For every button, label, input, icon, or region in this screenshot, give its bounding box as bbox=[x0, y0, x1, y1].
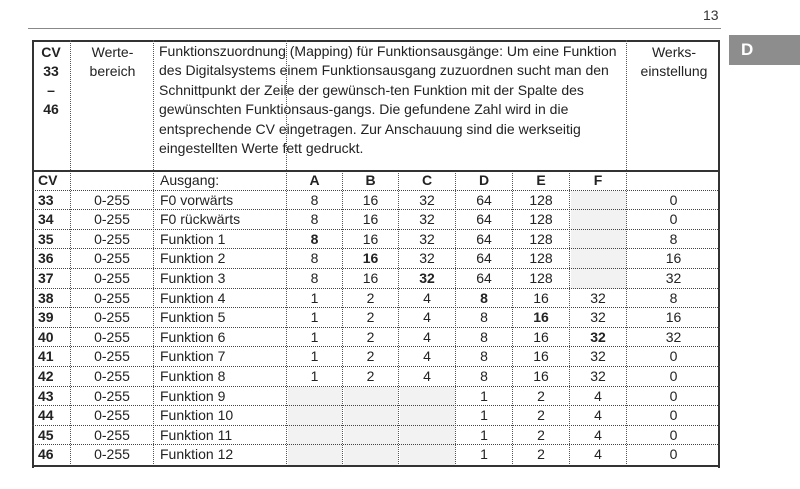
row-function: Funktion 8 bbox=[160, 367, 226, 384]
row-default: 16 bbox=[665, 250, 682, 267]
row-output-value: 32 bbox=[590, 348, 606, 365]
row-default: 0 bbox=[669, 446, 678, 463]
output-header-f: F bbox=[593, 172, 603, 188]
row-range: 0-255 bbox=[94, 348, 130, 365]
row-output-value: 8 bbox=[310, 250, 319, 267]
row-cv: 41 bbox=[38, 348, 54, 365]
output-header-e: E bbox=[536, 172, 546, 188]
row-output-value: 4 bbox=[423, 348, 431, 365]
row-output-value: 128 bbox=[529, 250, 553, 267]
row-output-value: 8 bbox=[310, 269, 319, 286]
row-default: 0 bbox=[669, 387, 678, 404]
output-header-b: B bbox=[365, 172, 376, 188]
row-function: Funktion 1 bbox=[160, 230, 226, 247]
row-output-value: 1 bbox=[310, 348, 319, 365]
row-output-value: 16 bbox=[533, 309, 549, 326]
row-default: 8 bbox=[669, 230, 678, 247]
row-range: 0-255 bbox=[94, 309, 130, 326]
row-output-value: 1 bbox=[310, 328, 319, 345]
row-output-value: 64 bbox=[476, 230, 492, 247]
row-default: 0 bbox=[669, 407, 678, 424]
row-range: 0-255 bbox=[94, 191, 130, 208]
row-output-value: 16 bbox=[362, 269, 379, 286]
empty-cell-shade bbox=[288, 387, 342, 465]
empty-cell-shade bbox=[344, 387, 398, 465]
subheader-ausgang: Ausgang: bbox=[160, 172, 220, 188]
row-output-value: 16 bbox=[533, 289, 549, 306]
row-output-value: 2 bbox=[366, 367, 375, 384]
row-function: Funktion 6 bbox=[160, 328, 226, 345]
column-divider bbox=[153, 40, 154, 466]
row-output-value: 1 bbox=[480, 446, 488, 463]
row-output-value: 16 bbox=[533, 348, 549, 365]
row-output-value: 32 bbox=[419, 269, 435, 286]
language-tab: D bbox=[729, 35, 800, 65]
row-range: 0-255 bbox=[94, 387, 130, 404]
row-function: Funktion 11 bbox=[160, 426, 233, 443]
row-output-value: 8 bbox=[480, 367, 488, 384]
row-cv: 37 bbox=[38, 269, 54, 286]
row-output-value: 4 bbox=[594, 446, 602, 463]
row-function: Funktion 7 bbox=[160, 348, 226, 365]
row-output-value: 8 bbox=[480, 289, 488, 306]
row-range: 0-255 bbox=[94, 367, 130, 384]
row-function: Funktion 3 bbox=[160, 269, 226, 286]
row-function: Funktion 10 bbox=[160, 407, 234, 424]
row-output-value: 128 bbox=[529, 191, 553, 208]
row-cv: 44 bbox=[38, 407, 54, 424]
row-default: 0 bbox=[669, 426, 678, 443]
row-output-value: 16 bbox=[362, 230, 379, 247]
row-cv: 45 bbox=[38, 426, 54, 443]
row-output-value: 128 bbox=[529, 269, 553, 286]
row-output-value: 2 bbox=[537, 446, 545, 463]
row-cv: 33 bbox=[38, 191, 54, 208]
row-function: Funktion 4 bbox=[160, 289, 226, 306]
row-output-value: 4 bbox=[423, 367, 431, 384]
row-output-value: 2 bbox=[537, 407, 545, 424]
empty-cell-shade bbox=[571, 191, 626, 289]
row-output-value: 32 bbox=[419, 211, 435, 228]
row-output-value: 4 bbox=[594, 426, 602, 443]
row-output-value: 4 bbox=[423, 289, 431, 306]
row-range: 0-255 bbox=[94, 407, 130, 424]
row-function: Funktion 12 bbox=[160, 446, 234, 463]
row-range: 0-255 bbox=[94, 269, 130, 286]
row-cv: 43 bbox=[38, 387, 54, 404]
row-output-value: 1 bbox=[310, 309, 319, 326]
row-output-value: 8 bbox=[480, 328, 488, 345]
row-output-value: 4 bbox=[594, 387, 602, 404]
page-number: 13 bbox=[703, 7, 719, 23]
row-cv: 35 bbox=[38, 230, 54, 247]
row-cv: 40 bbox=[38, 328, 54, 345]
row-range: 0-255 bbox=[94, 211, 130, 228]
empty-cell-shade bbox=[400, 387, 455, 465]
row-output-value: 8 bbox=[480, 309, 488, 326]
row-function: F0 vorwärts bbox=[160, 191, 234, 208]
row-output-value: 16 bbox=[533, 367, 549, 384]
row-range: 0-255 bbox=[94, 446, 130, 463]
row-output-value: 8 bbox=[310, 211, 319, 228]
row-output-value: 128 bbox=[529, 230, 553, 247]
row-output-value: 8 bbox=[310, 230, 319, 247]
row-output-value: 32 bbox=[590, 289, 606, 306]
table-bottom-rule bbox=[32, 465, 720, 467]
row-output-value: 32 bbox=[590, 309, 606, 326]
row-cv: 42 bbox=[38, 367, 54, 384]
row-output-value: 128 bbox=[529, 211, 553, 228]
row-function: F0 rückwärts bbox=[160, 211, 241, 228]
row-output-value: 2 bbox=[366, 348, 375, 365]
row-output-value: 1 bbox=[480, 387, 488, 404]
row-range: 0-255 bbox=[94, 230, 130, 247]
row-output-value: 64 bbox=[476, 211, 492, 228]
row-output-value: 32 bbox=[590, 367, 606, 384]
row-range: 0-255 bbox=[94, 328, 130, 345]
row-output-value: 32 bbox=[419, 191, 435, 208]
row-output-value: 16 bbox=[362, 211, 379, 228]
header-rule bbox=[28, 28, 721, 29]
row-output-value: 64 bbox=[476, 250, 492, 267]
row-output-value: 32 bbox=[590, 328, 606, 345]
row-cv: 46 bbox=[38, 446, 54, 463]
row-output-value: 2 bbox=[537, 426, 545, 443]
output-header-d: D bbox=[478, 172, 490, 188]
row-cv: 36 bbox=[38, 250, 54, 267]
row-output-value: 2 bbox=[366, 289, 375, 306]
row-output-value: 64 bbox=[476, 269, 492, 286]
row-output-value: 8 bbox=[310, 191, 319, 208]
row-default: 32 bbox=[665, 328, 682, 345]
row-output-value: 4 bbox=[594, 407, 602, 424]
row-range: 0-255 bbox=[94, 426, 130, 443]
header-cv-label: CV 33 – 46 bbox=[41, 44, 61, 117]
row-default: 8 bbox=[669, 289, 678, 306]
row-output-value: 64 bbox=[476, 191, 492, 208]
row-output-value: 4 bbox=[423, 309, 431, 326]
header-description: Funktionszuordnung (Mapping) für Funktionsausgänge: Um eine Funktion des Digitalsystems einem Funktionsausgang zuzuordnen sucht man den Schnittpunkt der Zeile der gewünsch-ten Funktion mit der Spalte des gewünschten Funktionsaus-gangs. Die gefundene Zahl wird in die entsprechende CV eingetragen. Zur Anschauung sind die werkseitig eingestellten Werte fett gedruckt. bbox=[159, 43, 617, 157]
row-function: Funktion 2 bbox=[160, 250, 226, 267]
output-header-c: C bbox=[421, 172, 433, 188]
row-output-value: 2 bbox=[366, 309, 375, 326]
output-header-a: A bbox=[309, 172, 320, 188]
row-output-value: 1 bbox=[480, 407, 488, 424]
row-output-value: 1 bbox=[310, 289, 319, 306]
row-output-value: 16 bbox=[362, 250, 379, 267]
row-output-value: 16 bbox=[362, 191, 379, 208]
row-function: Funktion 9 bbox=[160, 387, 226, 404]
row-cv: 38 bbox=[38, 289, 54, 306]
row-output-value: 32 bbox=[419, 230, 435, 247]
row-default: 0 bbox=[669, 191, 678, 208]
row-output-value: 2 bbox=[366, 328, 375, 345]
subheader-cv: CV bbox=[38, 172, 58, 188]
header-range-label: Werte- bereich bbox=[89, 44, 136, 79]
row-cv: 39 bbox=[38, 309, 54, 326]
row-range: 0-255 bbox=[94, 250, 130, 267]
row-default: 16 bbox=[665, 309, 682, 326]
row-function: Funktion 5 bbox=[160, 309, 226, 326]
row-output-value: 2 bbox=[537, 387, 545, 404]
row-default: 32 bbox=[665, 269, 682, 286]
row-output-value: 8 bbox=[480, 348, 488, 365]
header-default-label: Werks- einstellung bbox=[640, 44, 708, 79]
row-range: 0-255 bbox=[94, 289, 130, 306]
row-default: 0 bbox=[669, 348, 678, 365]
row-default: 0 bbox=[669, 367, 678, 384]
row-output-value: 4 bbox=[423, 328, 431, 345]
row-output-value: 16 bbox=[533, 328, 549, 345]
row-output-value: 1 bbox=[480, 426, 488, 443]
row-output-value: 1 bbox=[310, 367, 319, 384]
row-cv: 34 bbox=[38, 211, 54, 228]
row-default: 0 bbox=[669, 211, 678, 228]
row-output-value: 32 bbox=[419, 250, 435, 267]
